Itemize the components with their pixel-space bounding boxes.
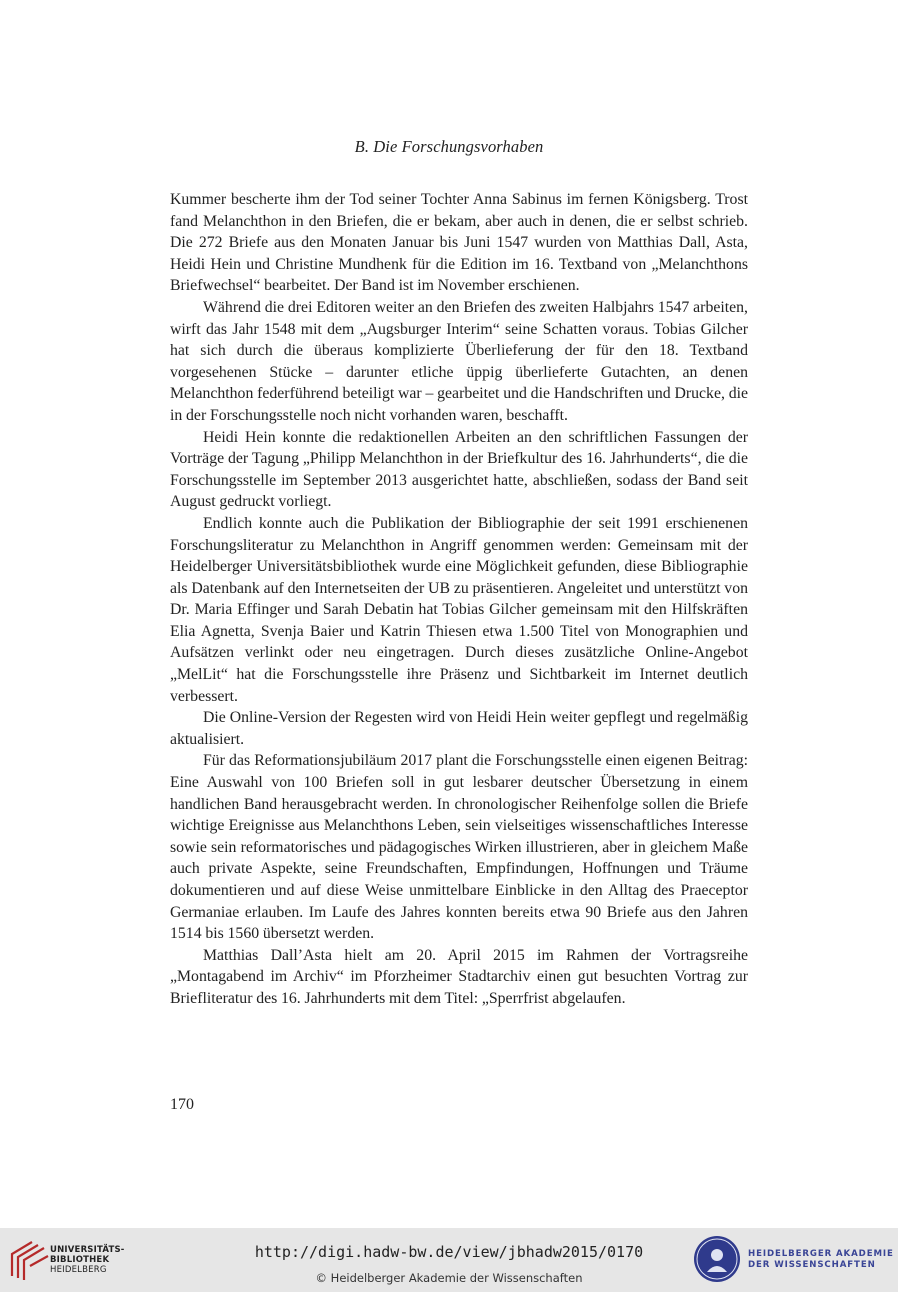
hadw-seal-icon[interactable] [694, 1236, 740, 1282]
ub-logo-line-2: BIBLIOTHEK [50, 1255, 110, 1265]
paragraph-5: Die Online-Version der Regesten wird von Heidi Hein weiter gepflegt und regelmäßig aktualisiert. [170, 709, 748, 748]
paragraph-2: Während die drei Editoren weiter an den Briefen des zweiten Halbjahrs 1547 arbeiten, wirft das Jahr 1548 mit dem „Augsburger Interim“ seine Schatten voraus. Tobias Gilcher hat sich durch die überaus komplizierte Überlieferung der für den 18. Textband vorgesehenen Stücke – darunter etliche üppig überlieferte Gutachten, an denen Melanchthon federführend beteiligt war – gearbeitet und die Handschriften und Drucke, die in der Forschungsstelle noch nicht vorhanden waren, beschafft. [170, 298, 748, 424]
document-url-link[interactable]: http://digi.hadw-bw.de/view/jbhadw2015/0170 [254, 1243, 644, 1261]
hadw-logo-text[interactable] [748, 1249, 894, 1271]
viewer-footer [0, 1228, 898, 1292]
page-number: 170 [170, 1096, 194, 1113]
body-text [170, 189, 748, 1010]
ub-logo-line-1: UNIVERSITÄTS- [50, 1245, 125, 1255]
copyright-notice: © Heidelberger Akademie der Wissenschaften [315, 1271, 583, 1285]
paragraph-6: Für das Reformationsjubiläum 2017 plant die Forschungsstelle einen eigenen Beitrag: Eine Auswahl von 100 Briefen soll in gut lesbarer deutscher Übersetzung in einem handlichen Band herausgebracht werden. In chronologischer Reihenfolge sollen die Briefe wichtige Ereignisse aus Melanchthons Leben, sein vielseitiges wissenschaftliches Interesse sowie sein reformatorisches und pädagogisches Wirken illustrieren, aber in gleichem Maße auch private Aspekte, seine Freundschaften, Empfindungen, Hoffnungen und Träume dokumentieren und auf diese Weise unmittelbare Einblicke in den Alltag des Praeceptor Germaniae erlauben. Im Laufe des Jahres konnten bereits etwa 90 Briefe aus den Jahren 1514 bis 1560 übersetzt werden. [170, 752, 748, 943]
paragraph-4: Endlich konnte auch die Publikation der Bibliographie der seit 1991 erschienenen Forschungsliteratur zu Melanchthon in Angriff genommen werden: Gemeinsam mit der Heidelberger Universitätsbibliothek wurde eine Möglichkeit gefunden, diese Bibliographie als Datenbank auf den Internetseiten der UB zu präsentieren. Angeleitet und unterstützt von Dr. Maria Effinger und Sarah Debatin hat Tobias Gilcher gemeinsam mit den Hilfskräften Elia Agnetta, Svenja Baier und Katrin Thiesen etwa 1.500 Titel von Monographien und Aufsätzen verlinkt oder neu eingetragen. Durch dieses zusätzliche Online-Angebot „MelLit“ hat die Forschungsstelle ihre Präsenz und Sichtbarkeit im Internet deutlich verbessert. [170, 514, 748, 705]
paragraph-7: Matthias Dall’Asta hielt am 20. April 2015 im Rahmen der Vortragsreihe „Montagabend im Archiv“ im Pforzheimer Stadtarchiv einen gut besuchten Vortrag zur Briefliteratur des 16. Jahrhunderts mit dem Titel: „Sperrfrist abgelaufen. [170, 946, 748, 1007]
paragraph-1: Kummer bescherte ihm der Tod seiner Tochter Anna Sabinus im fernen Königsberg. Trost fand Melanchthon in den Briefen, die er bekam, aber auch in denen, die er selbst schrieb. Die 272 Briefe aus den Monaten Januar bis Juni 1547 wurden von Matthias Dall, Asta, Heidi Hein und Christine Mundhenk für die Edition im 16. Textband von „Melanchthons Briefwechsel“ bearbeitet. Der Band ist im November erschienen. [170, 191, 748, 295]
hadw-logo-line-2: DER WISSENSCHAFTEN [748, 1260, 876, 1270]
paragraph-3: Heidi Hein konnte die redaktionellen Arbeiten an den schriftlichen Fassungen der Vorträge der Tagung „Philipp Melanchthon in der Briefkultur des 16. Jahrhunderts“, die die Forschungsstelle im September 2013 ausgerichtet hatte, abschließen, sodass der Band seit August gedruckt vorliegt. [170, 428, 748, 511]
hadw-logo-line-1: HEIDELBERGER AKADEMIE [748, 1249, 894, 1259]
running-title: B. Die Forschungsvorhaben [354, 137, 544, 156]
ub-logo-line-3: HEIDELBERG [50, 1265, 107, 1275]
